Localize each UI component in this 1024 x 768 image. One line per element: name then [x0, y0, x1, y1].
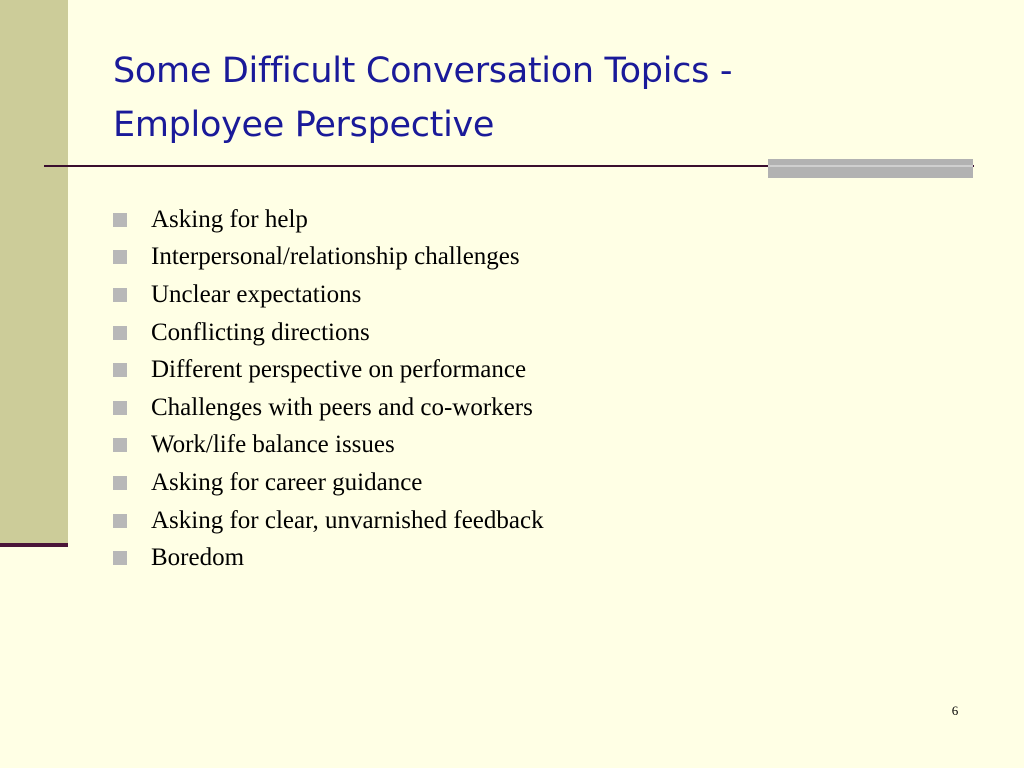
bullet-list	[113, 201, 544, 577]
list-item	[113, 314, 544, 352]
list-item	[113, 539, 544, 577]
side-decorative-bar	[0, 0, 68, 545]
square-bullet-icon	[113, 476, 127, 490]
list-item	[113, 201, 544, 239]
page-number: 6	[951, 703, 959, 718]
list-item-text: Unclear expectations	[151, 280, 362, 308]
list-item-text: Work/life balance issues	[151, 431, 395, 459]
square-bullet-icon	[113, 401, 127, 415]
list-item-text: Different perspective on performance	[151, 356, 527, 384]
list-item-text: Boredom	[151, 544, 245, 572]
list-item	[113, 502, 544, 540]
list-item	[113, 389, 544, 427]
list-item-text: Asking for clear, unvarnished feedback	[151, 506, 544, 534]
square-bullet-icon	[113, 288, 127, 302]
list-item	[113, 427, 544, 465]
square-bullet-icon	[113, 250, 127, 264]
slide-title-line-2: Employee Perspective	[113, 105, 495, 145]
list-item-text: Interpersonal/relationship challenges	[151, 243, 520, 271]
list-item-text: Conflicting directions	[151, 318, 370, 346]
side-bar-accent-line	[0, 543, 68, 547]
list-item-text: Challenges with peers and co-workers	[151, 393, 533, 421]
list-item	[113, 351, 544, 389]
square-bullet-icon	[113, 514, 127, 528]
list-item-text: Asking for career guidance	[151, 468, 423, 496]
slide-title-line-1: Some Difficult Conversation Topics -	[113, 51, 733, 91]
list-item	[113, 464, 544, 502]
slide-title	[113, 44, 933, 152]
title-divider-accent	[768, 159, 973, 178]
square-bullet-icon	[113, 438, 127, 452]
list-item	[113, 276, 544, 314]
square-bullet-icon	[113, 326, 127, 340]
square-bullet-icon	[113, 213, 127, 227]
list-item	[113, 239, 544, 277]
square-bullet-icon	[113, 551, 127, 565]
list-item-text: Asking for help	[151, 205, 308, 233]
square-bullet-icon	[113, 363, 127, 377]
